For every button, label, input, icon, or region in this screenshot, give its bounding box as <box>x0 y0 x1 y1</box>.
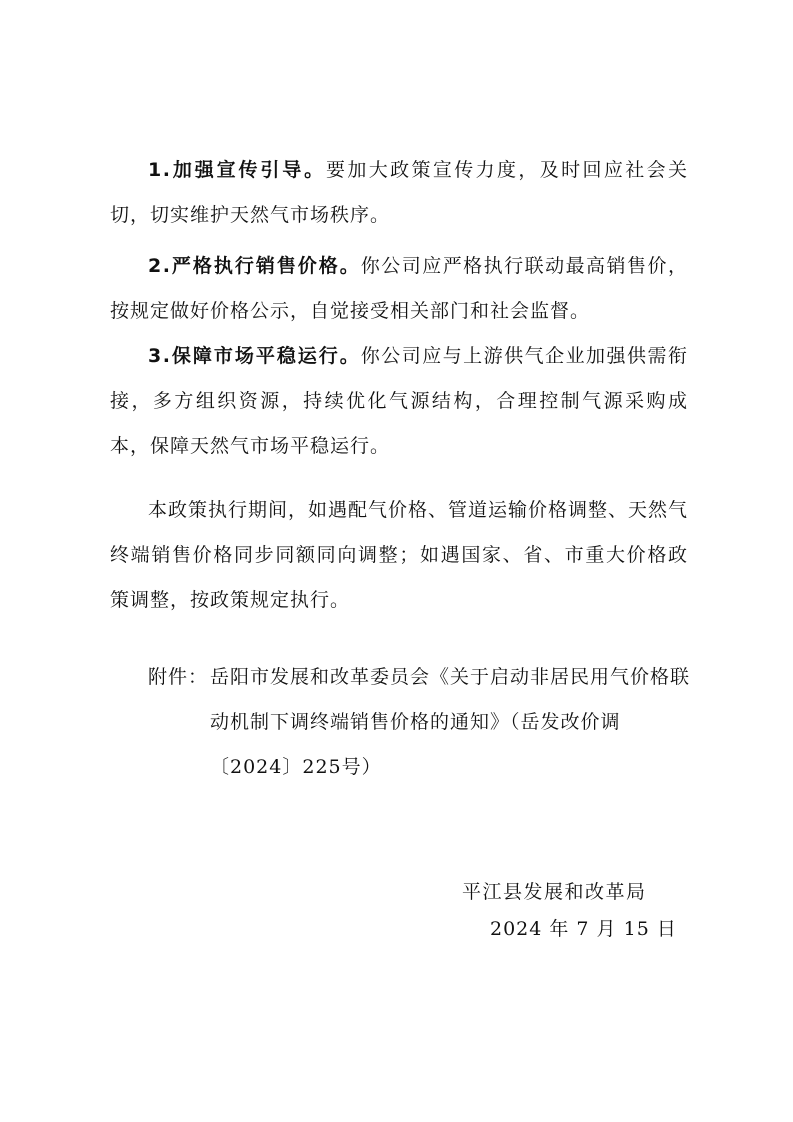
measure-body-2: 你公司应严格执行联动最高销售价，按规定做好价格公示，自觉接受相关部门和社会监督。 <box>110 255 688 322</box>
attachment-text: 岳阳市发展和改革委员会《关于启动非居民用气价格联动机制下调终端销售价格的通知》（岳发改价调〔2024〕225号） <box>210 666 691 778</box>
measure-heading-3: 3.保障市场平稳运行。 <box>148 345 361 367</box>
measure-body-1: 要加大政策宣传力度，及时回应社会关切，切实维护天然气市场秩序。 <box>110 159 688 226</box>
measure-paragraph-2 <box>110 244 688 334</box>
issue-date: 2024 年 7 月 15 日 <box>490 918 677 940</box>
measure-paragraph-3 <box>110 334 688 469</box>
measure-paragraph-1 <box>110 148 688 238</box>
measure-heading-2: 2.严格执行销售价格。 <box>148 255 361 277</box>
policy-note-paragraph: 本政策执行期间，如遇配气价格、管道运输价格调整、天然气终端销售价格同步同额同向调整；如遇国家、省、市重大价格政策调整，按政策规定执行。 <box>110 499 689 611</box>
measure-body-3: 你公司应与上游供气企业加强供需衔接，多方组织资源，持续优化气源结构，合理控制气源采购成本，保障天然气市场平稳运行。 <box>110 345 688 457</box>
attachment-label: 附件： <box>148 666 209 688</box>
measure-heading-1: 1.加强宣传引导。 <box>148 159 326 181</box>
issuing-authority: 平江县发展和改革局 <box>462 881 647 903</box>
attachment-block <box>148 655 693 790</box>
